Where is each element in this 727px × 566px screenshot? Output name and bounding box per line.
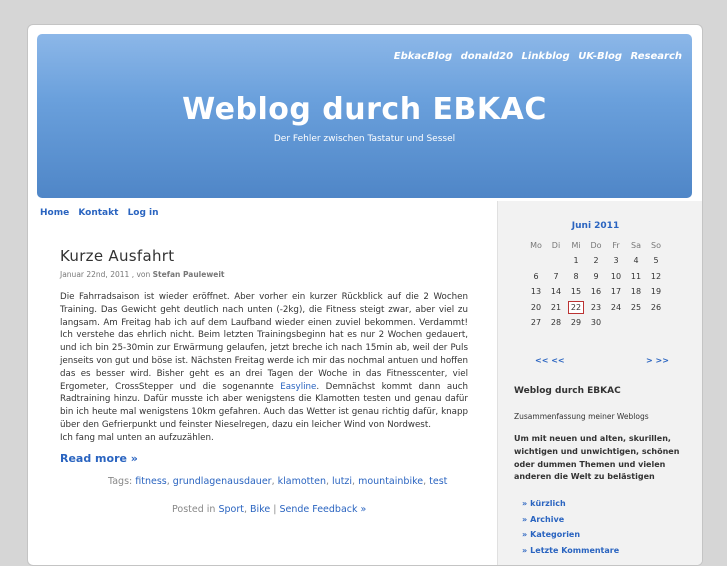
feedback-link[interactable]: Sende Feedback » <box>279 504 367 515</box>
post-body-text-cont: . Demnächst kommt dann auch Radtraining hinzu. Dafür musste ich aber wenigstens die Klamotten testen und genau dafür bin ich heute mal wenigstens 10km gefahren. Auch das Wetter ist genau richtig dafür, knapp über den Gefrierpunkt und feinster Nieselregen, dazu ein leicher Wind von Nordwest. <box>60 381 468 430</box>
sidebar-link-comments[interactable]: Letzte Kommentare <box>530 545 620 555</box>
calendar-day: 6 <box>533 271 539 281</box>
sidebar-description: Um mit neuen und alten, skurillen, wichtigen und unwichtigen, schönen oder dummen Themen und vielen anderen die Welt zu belästigen <box>514 434 680 482</box>
sidebar-subtitle: Zusammenfassung meiner Weblogs <box>514 412 649 421</box>
calendar-day: 2 <box>593 256 599 266</box>
calendar-day: 27 <box>530 318 542 328</box>
nav-home[interactable]: Home <box>40 208 70 218</box>
sidebar-link-item <box>522 546 619 562</box>
calendar-day: 18 <box>630 287 642 297</box>
sidebar-links <box>522 499 619 561</box>
calendar-day-header: Fr <box>612 240 620 250</box>
bullet-icon: » <box>522 545 528 555</box>
calendar <box>526 237 666 331</box>
tag-link[interactable]: klamotten <box>277 476 326 487</box>
calendar-day <box>646 315 666 331</box>
calendar-day: 23 <box>590 302 602 312</box>
calendar-day: 13 <box>530 287 542 297</box>
sidebar-link-recent[interactable]: kürzlich <box>530 499 566 508</box>
calendar-day-header: Mo <box>530 240 542 250</box>
calendar-day <box>626 315 646 331</box>
calendar-prev-link[interactable]: << << <box>535 356 565 365</box>
calendar-day: 14 <box>550 287 562 297</box>
page <box>27 24 703 566</box>
calendar-day: 28 <box>550 318 562 328</box>
post-by: , von <box>131 270 151 279</box>
calendar-day <box>526 253 546 269</box>
post-date: Januar 22nd, 2011 <box>60 270 130 279</box>
category-link[interactable]: Bike <box>250 504 271 515</box>
post-body <box>60 291 468 445</box>
calendar-day: 7 <box>553 271 559 281</box>
calendar-day: 11 <box>630 271 642 281</box>
blog-description: Der Fehler zwischen Tastatur und Sessel <box>273 134 456 144</box>
post-author: Stefan Pauleweit <box>152 270 225 279</box>
calendar-day: 5 <box>653 256 659 266</box>
calendar-week <box>526 315 666 331</box>
calendar-day: 26 <box>650 302 662 312</box>
sidebar-link-item <box>522 499 619 515</box>
post-meta <box>60 270 225 279</box>
calendar-week <box>526 300 666 316</box>
nav-kontakt[interactable]: Kontakt <box>78 208 119 218</box>
calendar-day-header: Di <box>551 240 561 250</box>
calendar-day: 4 <box>633 256 639 266</box>
calendar-day: 10 <box>610 271 622 281</box>
tag-link[interactable]: lutzi <box>332 476 353 487</box>
read-more-link[interactable]: Read more » <box>60 452 138 465</box>
category-link[interactable]: Sport <box>218 504 244 515</box>
sidebar-title: Weblog durch EBKAC <box>514 386 621 396</box>
calendar-week <box>526 269 666 285</box>
calendar-day: 25 <box>630 302 642 312</box>
tag-link[interactable]: grundlagenausdauer <box>172 476 272 487</box>
calendar-day <box>546 253 566 269</box>
calendar-day: 9 <box>593 271 599 281</box>
calendar-day: 8 <box>573 271 579 281</box>
top-nav <box>389 51 682 62</box>
calendar-week <box>526 253 666 269</box>
sidebar <box>497 201 703 566</box>
nav-login[interactable]: Log in <box>127 208 159 218</box>
calendar-next-link[interactable]: > >> <box>646 356 669 365</box>
calendar-day: 16 <box>590 287 602 297</box>
post-tags: Tags: fitness, grundlagenausdauer, klamotten, lutzi, mountainbike, test <box>108 476 448 487</box>
blog-title[interactable]: Weblog durch EBKAC <box>182 92 547 127</box>
tag-link[interactable]: mountainbike <box>358 476 424 487</box>
calendar-day: 1 <box>573 256 579 266</box>
calendar-day: 20 <box>530 302 542 312</box>
calendar-week <box>526 284 666 300</box>
calendar-day: 17 <box>610 287 622 297</box>
main-nav <box>40 208 165 218</box>
top-nav-research[interactable]: Research <box>630 51 682 62</box>
top-nav-linkblog[interactable]: Linkblog <box>521 51 570 62</box>
top-nav-uk-blog[interactable]: UK-Blog <box>578 51 623 62</box>
tag-link[interactable]: fitness <box>135 476 167 487</box>
calendar-day: 15 <box>570 287 582 297</box>
calendar-day: 21 <box>550 302 562 312</box>
calendar-day: 29 <box>570 318 582 328</box>
tags-label: Tags: <box>108 476 133 487</box>
calendar-day: 12 <box>650 271 662 281</box>
calendar-day-header: Sa <box>631 240 641 250</box>
tag-link[interactable]: test <box>429 476 448 487</box>
calendar-day: 19 <box>650 287 662 297</box>
calendar-today-marker: 22 <box>568 301 584 314</box>
calendar-day-header: Mi <box>571 240 581 250</box>
calendar-day <box>606 315 626 331</box>
posted-label: Posted in <box>172 504 216 515</box>
post-categories: Posted in Sport, Bike | Sende Feedback » <box>172 504 367 515</box>
post-title[interactable]: Kurze Ausfahrt <box>60 247 175 265</box>
post-body-text: Die Fahrradsaison ist wieder eröffnet. Aber vorher ein kurzer Rückblick auf die 2 Wochen Training. Das Gewicht geht deutlich nach unten (-2kg), die Fitness steigt zwar, aber viel zu langsam. Am Freitag hab ich auf dem Laufband wieder einen zuviel bekommen. Verdammt! Ich verstehe das ehrlich nicht. Beim letzten Trainingsbeginn hat es nur 2 Wochen gedauert, und ich bin 25-30min zur Erwärmung gelaufen, jetzt breche ich nach 15min ab, weil der Puls jenseits von gut und böse ist. Nächsten Freitag werde ich mir das nochmal antuen und hoffen das es besser wird. Bisher geht es an drei Tagen der Woche in das Fitnesscenter, viel Ergometer, CrossStepper und die sogenannte <box>60 292 468 392</box>
sidebar-link-categories[interactable]: Kategorien <box>530 530 581 539</box>
bullet-icon: » <box>522 499 528 508</box>
header-banner <box>37 34 692 198</box>
calendar-day: 30 <box>590 318 602 328</box>
sidebar-link-item <box>522 515 619 531</box>
sidebar-link-archive[interactable]: Archive <box>530 514 565 524</box>
post-body-last: Ich fang mal unten an aufzuzählen. <box>60 432 214 443</box>
calendar-day-header: Do <box>590 240 602 250</box>
calendar-today <box>566 300 586 316</box>
calendar-day: 24 <box>610 302 622 312</box>
top-nav-donald20[interactable]: donald20 <box>460 51 514 62</box>
bullet-icon: » <box>522 530 528 539</box>
bullet-icon: » <box>522 514 528 524</box>
calendar-day-header: So <box>651 240 661 250</box>
sidebar-link-item <box>522 530 619 546</box>
calendar-day: 3 <box>613 256 619 266</box>
top-nav-ebkacblog[interactable]: EbkacBlog <box>393 51 453 62</box>
easyline-link[interactable]: Easyline <box>280 381 317 392</box>
calendar-caption: Juni 2011 <box>571 221 620 231</box>
